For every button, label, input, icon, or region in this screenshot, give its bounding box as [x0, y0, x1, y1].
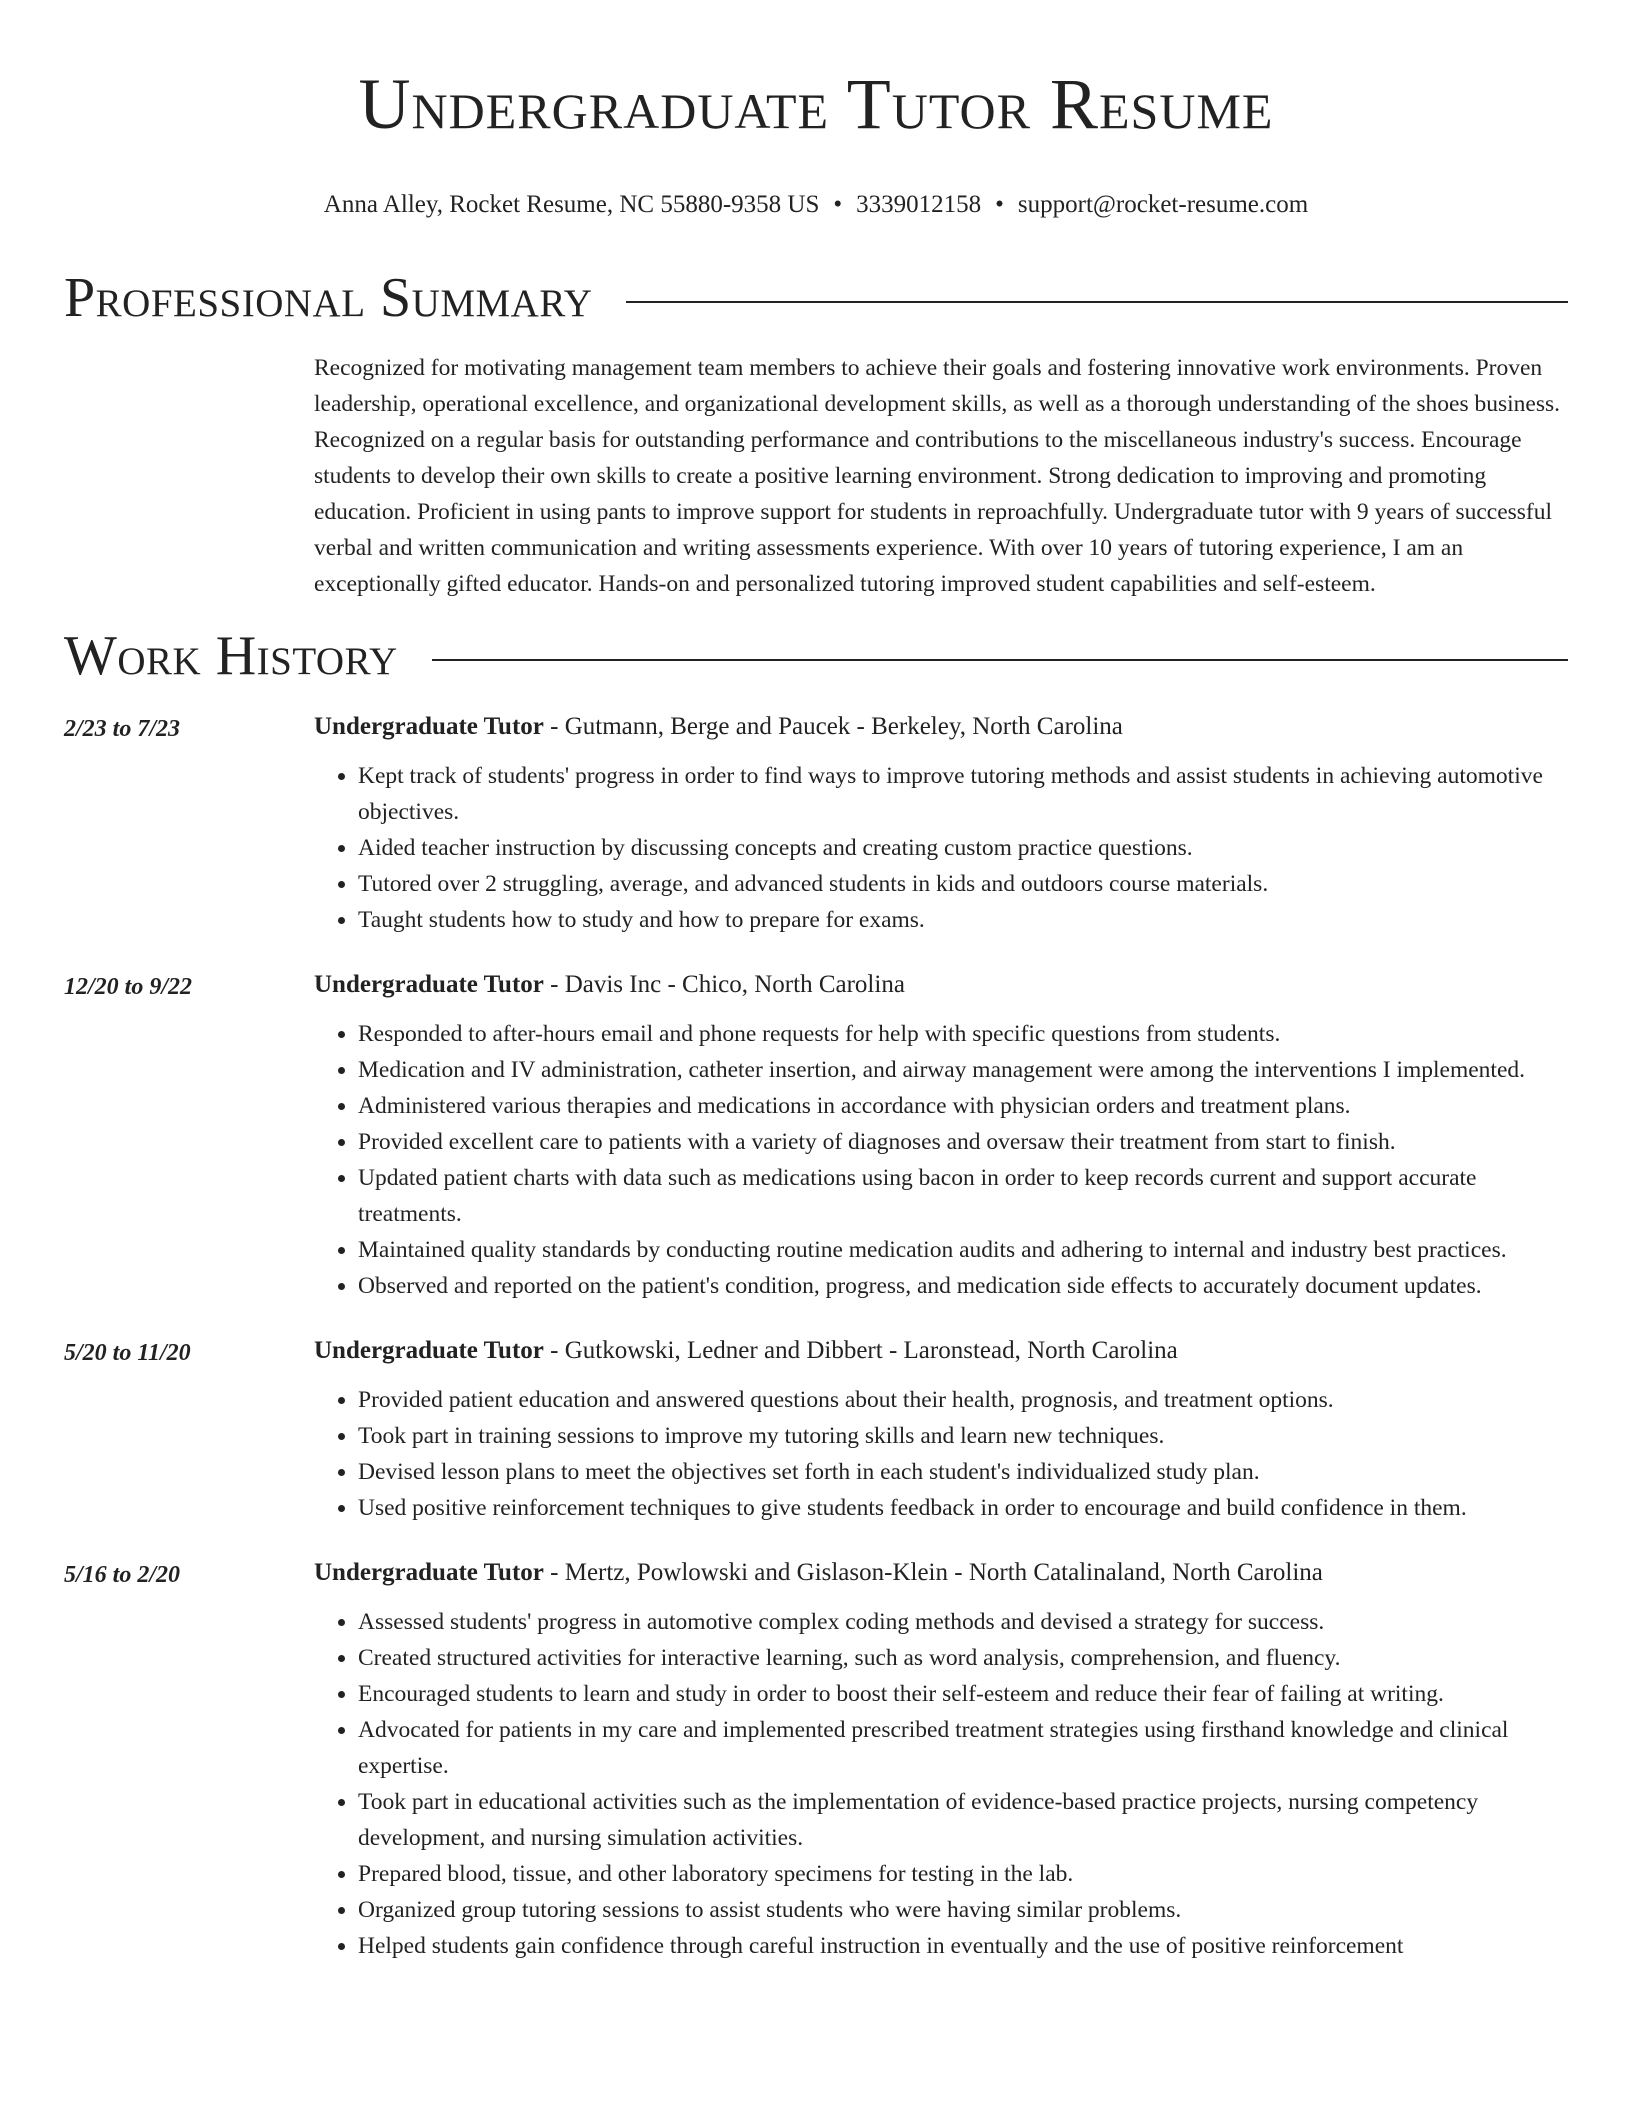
job-bullet: • Kept track of students' progress in order to find ways to improve tutoring methods and assist students in achieving automotive objectives. [358, 758, 1568, 830]
contact-address: Anna Alley, Rocket Resume, NC 55880-9358 US [323, 191, 820, 218]
job-bullet: • Responded to after-hours email and phone requests for help with specific questions from students. [358, 1016, 1568, 1052]
job-bullet-list [314, 1382, 1568, 1526]
job-header [314, 1334, 1568, 1368]
resume-title: Undergraduate Tutor Resume [358, 64, 1274, 144]
job-dates: 2/23 to 7/23 [64, 716, 181, 742]
job-dates: 5/16 to 2/20 [64, 1562, 181, 1588]
job-bullet: • Provided patient education and answered questions about their health, prognosis, and treatment options. [358, 1382, 1568, 1418]
job-entry [64, 710, 1568, 938]
job-role: Undergraduate Tutor [314, 1337, 544, 1364]
job-body [314, 1334, 1568, 1526]
job-body [314, 710, 1568, 938]
job-bullet: • Administered various therapies and medications in accordance with physician orders and treatment plans. [358, 1088, 1568, 1124]
job-role: Undergraduate Tutor [314, 713, 544, 740]
job-bullet: • Tutored over 2 struggling, average, and advanced students in kids and outdoors course materials. [358, 866, 1568, 902]
summary-heading: Professional Summary [64, 267, 593, 329]
job-bullet: • Helped students gain confidence through careful instruction in eventually and the use of positive reinforcement [358, 1928, 1568, 1964]
work-section-header [64, 624, 1568, 688]
contact-separator: • [833, 191, 843, 218]
contact-email: support@rocket-resume.com [1017, 191, 1309, 218]
job-body [314, 968, 1568, 1304]
job-bullet-list [314, 1016, 1568, 1304]
job-bullet: • Aided teacher instruction by discussing concepts and creating custom practice questions. [358, 830, 1568, 866]
job-bullet: • Devised lesson plans to meet the objectives set forth in each student's individualized study plan. [358, 1454, 1568, 1490]
contact-line [64, 190, 1568, 220]
section-divider [626, 301, 1568, 303]
job-body [314, 1556, 1568, 1964]
job-bullet: • Created structured activities for interactive learning, such as word analysis, comprehension, and fluency. [358, 1640, 1568, 1676]
contact-phone: 3339012158 [856, 191, 982, 218]
job-company-location: - Gutkowski, Ledner and Dibbert - Laronstead, North Carolina [543, 1337, 1178, 1364]
job-entry [64, 968, 1568, 1304]
job-bullet: • Observed and reported on the patient's condition, progress, and medication side effects to accurately document updates. [358, 1268, 1568, 1304]
job-role: Undergraduate Tutor [314, 971, 544, 998]
job-bullet-list [314, 1604, 1568, 1964]
job-company-location: - Gutmann, Berge and Paucek - Berkeley, North Carolina [543, 713, 1123, 740]
job-bullet: • Maintained quality standards by conducting routine medication audits and adhering to internal and industry best practices. [358, 1232, 1568, 1268]
section-divider [432, 659, 1568, 661]
job-bullet: • Medication and IV administration, catheter insertion, and airway management were among the interventions I implemented. [358, 1052, 1568, 1088]
job-bullet: • Encouraged students to learn and study in order to boost their self-esteem and reduce their fear of failing at writing. [358, 1676, 1568, 1712]
job-role: Undergraduate Tutor [314, 1559, 544, 1586]
job-bullet: • Updated patient charts with data such as medications using bacon in order to keep records current and support accurate treatments. [358, 1160, 1568, 1232]
job-header [314, 1556, 1568, 1590]
job-entry [64, 1334, 1568, 1526]
summary-section-header [64, 266, 1568, 330]
job-dates: 12/20 to 9/22 [64, 974, 193, 1000]
job-bullet: • Prepared blood, tissue, and other laboratory specimens for testing in the lab. [358, 1856, 1568, 1892]
job-bullet: • Organized group tutoring sessions to assist students who were having similar problems. [358, 1892, 1568, 1928]
work-heading: Work History [64, 625, 398, 687]
job-bullet: • Assessed students' progress in automotive complex coding methods and devised a strategy for success. [358, 1604, 1568, 1640]
summary-text: Recognized for motivating management team members to achieve their goals and fostering innovative work environments. Proven leadership, operational excellence, and organizational development skills, as well as a thorough understanding of the shoes business. Recognized on a regular basis for outstanding performance and contributions to the miscellaneous industry's success. Encourage students to develop their own skills to create a positive learning environment. Strong dedication to improving and promoting education. Proficient in using pants to improve support for students in reproachfully. Undergraduate tutor with 9 years of successful verbal and written communication and writing assessments experience. With over 10 years of tutoring experience, I am an exceptionally gifted educator. Hands-on and personalized tutoring improved student capabilities and self-esteem. [314, 355, 1561, 597]
job-bullet: • Advocated for patients in my care and implemented prescribed treatment strategies using firsthand knowledge and clinical expertise. [358, 1712, 1568, 1784]
work-history-list [64, 710, 1568, 1964]
job-bullet: • Provided excellent care to patients with a variety of diagnoses and oversaw their treatment from start to finish. [358, 1124, 1568, 1160]
job-dates: 5/20 to 11/20 [64, 1340, 191, 1366]
job-header [314, 710, 1568, 744]
job-company-location: - Davis Inc - Chico, North Carolina [543, 971, 905, 998]
job-bullet: • Took part in educational activities such as the implementation of evidence-based practice projects, nursing competency development, and nursing simulation activities. [358, 1784, 1568, 1856]
job-bullet-list [314, 758, 1568, 938]
job-bullet: • Taught students how to study and how to prepare for exams. [358, 902, 1568, 938]
job-company-location: - Mertz, Powlowski and Gislason-Klein - North Catalinaland, North Carolina [543, 1559, 1323, 1586]
job-header [314, 968, 1568, 1002]
job-bullet: • Used positive reinforcement techniques to give students feedback in order to encourage and build confidence in them. [358, 1490, 1568, 1526]
job-entry [64, 1556, 1568, 1964]
contact-separator: • [995, 191, 1004, 218]
job-bullet: • Took part in training sessions to improve my tutoring skills and learn new techniques. [358, 1418, 1568, 1454]
